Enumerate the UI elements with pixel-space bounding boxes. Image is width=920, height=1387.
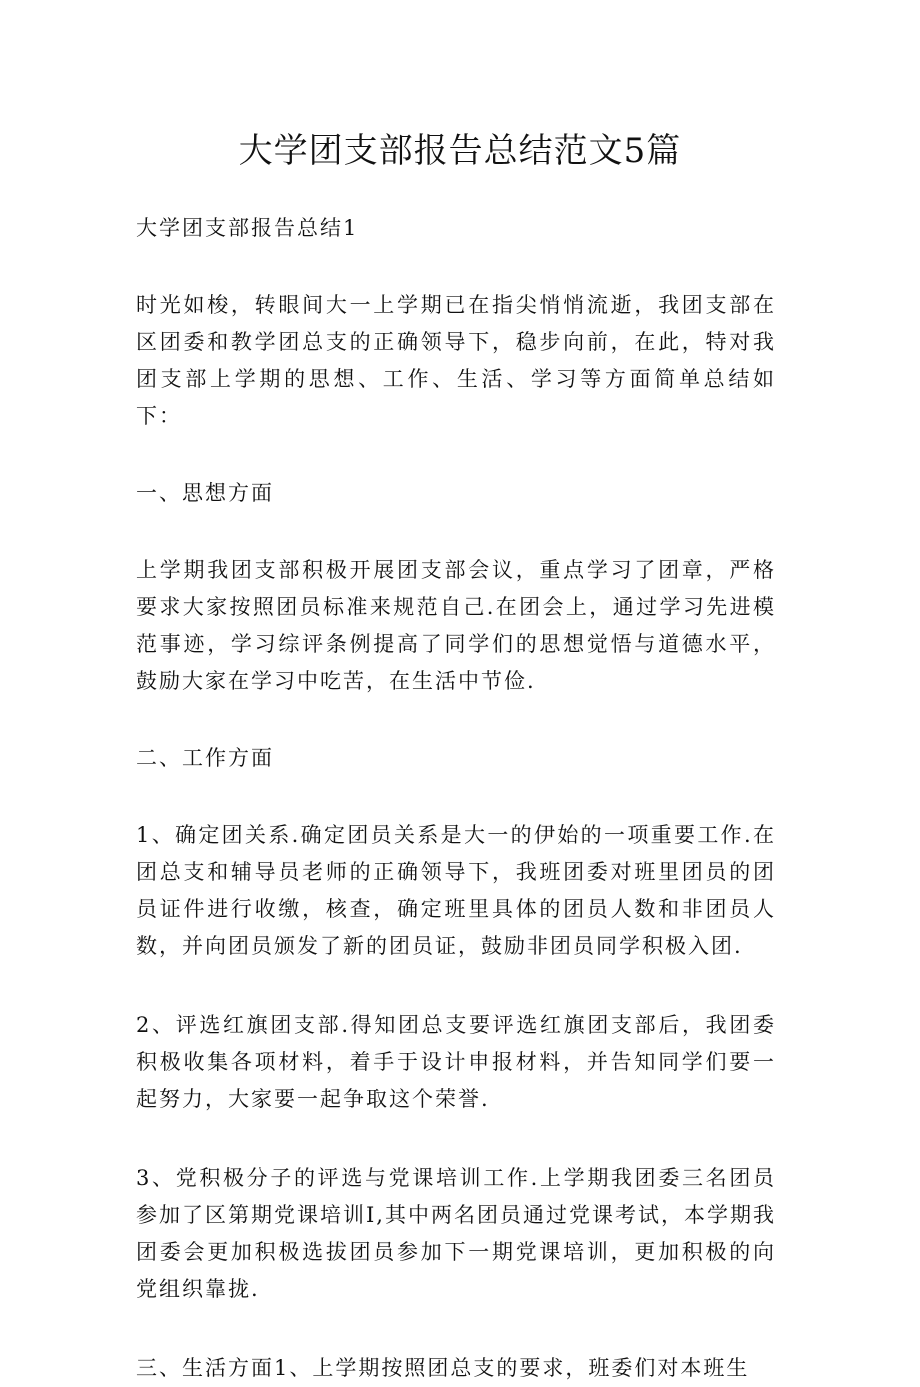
work-item-3: 3、党积极分子的评选与党课培训工作.上学期我团委三名团员参加了区第期党课培训I,其中两名团员通过党课考试，本学期我团委会更加积极选拔团员参加下一期党课培训，更加积极的向党组织靠拢.: [136, 1166, 776, 1301]
thought-paragraph: 上学期我团支部积极开展团支部会议，重点学习了团章，严格要求大家按照团员标准来规范自己.在团会上，通过学习先进模范事迹，学习综评条例提高了同学们的思想觉悟与道德水平，鼓励大家在学习中吃苦，在生活中节俭.: [136, 558, 776, 693]
heading-life: 三、生活方面1、上学期按照团总支的要求，班委们对本班生: [136, 1356, 750, 1380]
heading-work: 二、工作方面: [136, 746, 274, 770]
intro-paragraph: 时光如梭，转眼间大一上学期已在指尖悄悄流逝，我团支部在区团委和教学团总支的正确领导下，稳步向前，在此，特对我团支部上学期的思想、工作、生活、学习等方面简单总结如下：: [136, 293, 776, 428]
document-title: 大学团支部报告总结范文5篇: [238, 131, 682, 171]
heading-thought: 一、思想方面: [136, 481, 274, 505]
work-item-1: 1、确定团关系.确定团员关系是大一的伊始的一项重要工作.在团总支和辅导员老师的正确领导下，我班团委对班里团员的团员证件进行收缴，核查，确定班里具体的团员人数和非团员人数，并向团员颁发了新的团员证，鼓励非团员同学积极入团.: [136, 823, 776, 958]
document-body: [136, 210, 776, 1387]
work-item-2: 2、评选红旗团支部.得知团总支要评选红旗团支部后，我团委积极收集各项材料，着手于设计申报材料，并告知同学们要一起努力，大家要一起争取这个荣誉.: [136, 1013, 776, 1111]
section-heading-summary-1: 大学团支部报告总结1: [136, 216, 359, 240]
